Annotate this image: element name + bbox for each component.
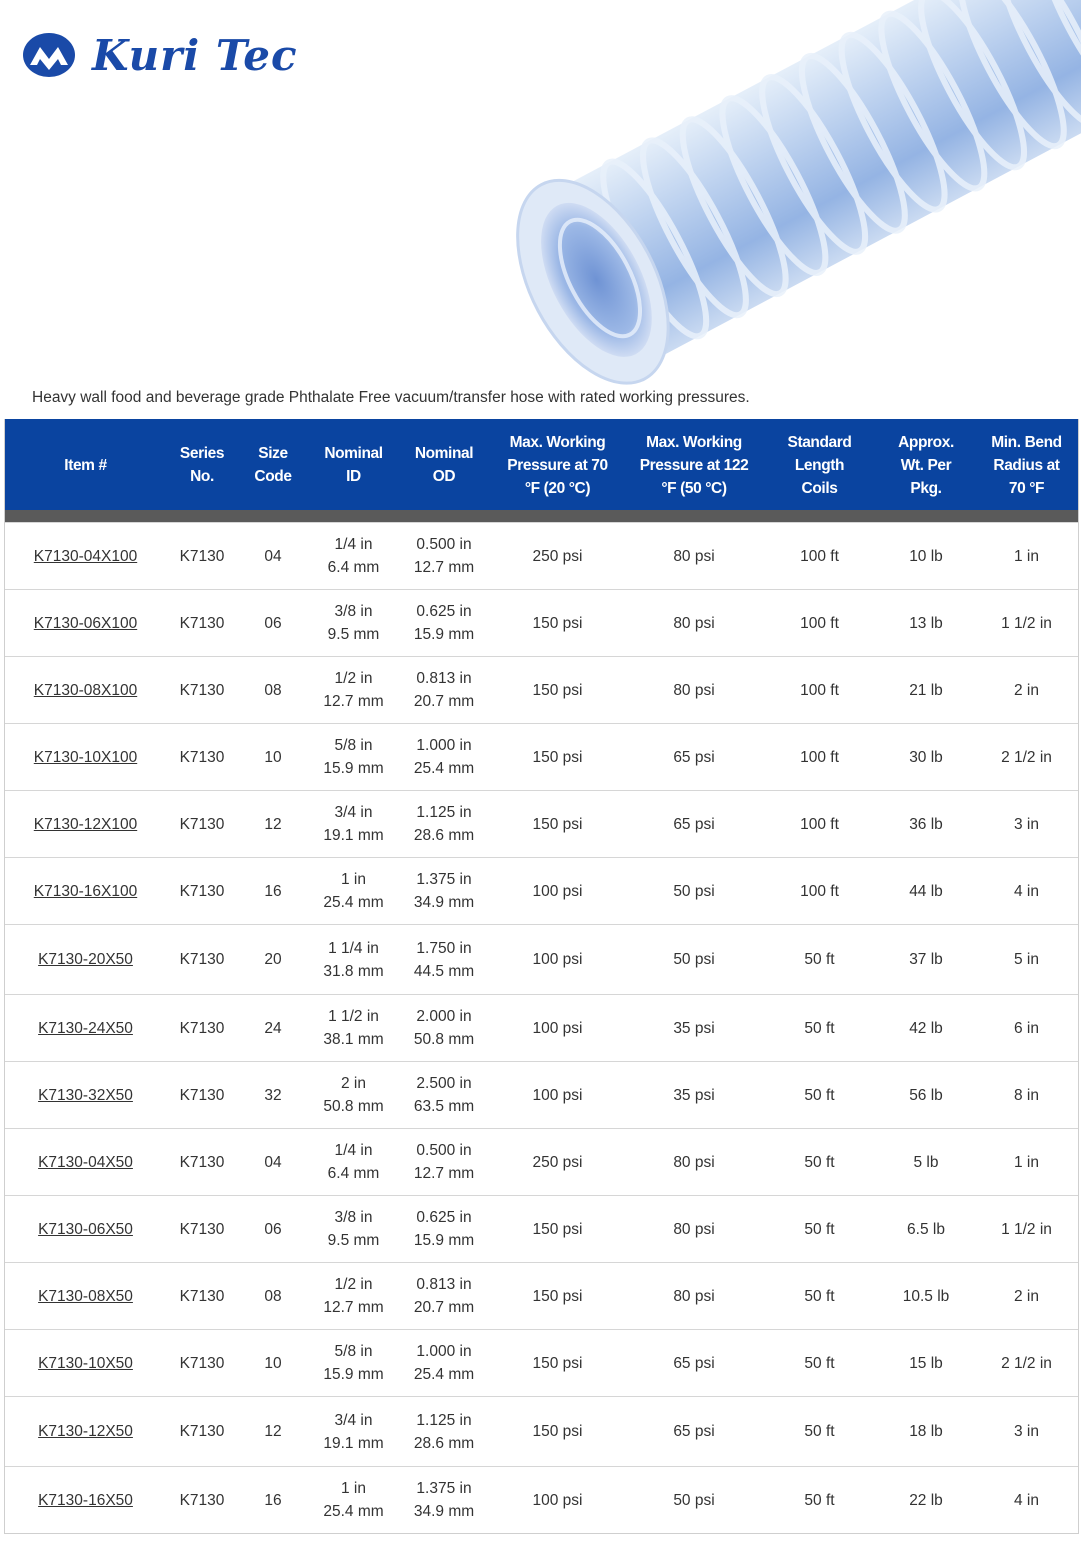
nominal-id-in: 1/4 in (334, 1142, 373, 1159)
cell-max-pressure-122: 50 psi (626, 925, 762, 995)
cell-nominal-od (399, 995, 489, 1062)
cell-approx-weight: 15 lb (877, 1330, 975, 1397)
table-row (5, 1129, 1078, 1196)
item-link[interactable]: K7130-20X50 (38, 951, 133, 968)
cell-min-bend-radius: 1 1/2 in (975, 1196, 1078, 1263)
cell-max-pressure-70: 150 psi (489, 724, 626, 791)
cell-max-pressure-122: 65 psi (626, 1330, 762, 1397)
table-row (5, 724, 1078, 791)
product-description: Heavy wall food and beverage grade Phthalate Free vacuum/transfer hose with rated working pressures. (32, 389, 750, 406)
cell-nominal-id (308, 1330, 399, 1397)
cell-min-bend-radius: 6 in (975, 995, 1078, 1062)
col-header-nominal-od[interactable]: Nominal OD (399, 420, 489, 511)
table-row (5, 523, 1078, 590)
cell-size: 12 (238, 1397, 308, 1467)
cell-max-pressure-70: 100 psi (489, 995, 626, 1062)
cell-size: 06 (238, 590, 308, 657)
nominal-od-in: 1.375 in (416, 1480, 472, 1497)
cell-max-pressure-122: 80 psi (626, 590, 762, 657)
nominal-od-in: 2.500 in (416, 1075, 472, 1092)
nominal-od-mm: 28.6 mm (413, 827, 475, 844)
cell-min-bend-radius: 3 in (975, 1397, 1078, 1467)
cell-approx-weight: 36 lb (877, 791, 975, 858)
nominal-id-in: 3/4 in (334, 804, 373, 821)
cell-max-pressure-70: 150 psi (489, 1196, 626, 1263)
col-header-series[interactable]: Series No. (166, 420, 238, 511)
nominal-od-in: 1.000 in (416, 737, 472, 754)
table-header-row (5, 420, 1078, 511)
cell-max-pressure-122: 65 psi (626, 724, 762, 791)
nominal-od-in: 1.125 in (416, 1411, 472, 1429)
item-link[interactable]: K7130-04X100 (33, 547, 138, 565)
nominal-od-in: 0.500 in (416, 536, 472, 553)
nominal-id-mm: 12.7 mm (323, 1299, 384, 1316)
col-header-item[interactable]: Item # (5, 420, 166, 511)
cell-max-pressure-122: 35 psi (626, 1062, 762, 1129)
nominal-id-mm: 50.8 mm (323, 1098, 384, 1115)
item-link[interactable]: K7130-32X50 (38, 1086, 133, 1104)
table-row (5, 1062, 1078, 1129)
cell-nominal-od (399, 1467, 489, 1534)
nominal-id-mm: 15.9 mm (323, 760, 384, 777)
cell-nominal-id (308, 724, 399, 791)
cell-item (5, 1330, 166, 1397)
nominal-od-mm: 28.6 mm (413, 1434, 475, 1452)
cell-item (5, 657, 166, 724)
cell-min-bend-radius: 2 1/2 in (975, 1330, 1078, 1397)
cell-size: 16 (238, 858, 308, 925)
cell-size: 32 (238, 1062, 308, 1129)
cell-item (5, 1397, 166, 1467)
cell-nominal-id (308, 1129, 399, 1196)
cell-series: K7130 (166, 1129, 238, 1196)
cell-series: K7130 (166, 590, 238, 657)
cell-nominal-id (308, 925, 399, 995)
nominal-id-in: 1 1/4 in (328, 939, 379, 957)
nominal-od-mm: 12.7 mm (413, 559, 475, 576)
cell-approx-weight: 44 lb (877, 858, 975, 925)
item-link[interactable]: K7130-24X50 (38, 1019, 133, 1037)
nominal-od-mm: 25.4 mm (413, 760, 475, 777)
nominal-id-in: 3/8 in (334, 1209, 373, 1226)
cell-approx-weight: 13 lb (877, 590, 975, 657)
cell-standard-length: 50 ft (762, 1397, 877, 1467)
nominal-id-mm: 6.4 mm (327, 559, 380, 576)
cell-min-bend-radius: 8 in (975, 1062, 1078, 1129)
cell-min-bend-radius: 4 in (1014, 1491, 1039, 1509)
cell-approx-weight: 10 lb (877, 523, 975, 590)
cell-item (5, 1062, 166, 1129)
cell-nominal-od (399, 1129, 489, 1196)
item-link[interactable]: K7130-16X100 (33, 882, 138, 900)
cell-nominal-id (308, 1467, 399, 1534)
cell-nominal-id (308, 1263, 399, 1330)
cell-standard-length: 100 ft (762, 523, 877, 590)
table-row (5, 858, 1078, 925)
cell-approx-weight: 30 lb (877, 724, 975, 791)
cell-series: K7130 (166, 791, 238, 858)
cell-approx-weight: 18 lb (877, 1397, 975, 1467)
cell-size: 10 (238, 1330, 308, 1397)
cell-approx-weight: 21 lb (877, 657, 975, 724)
nominal-id-mm: 15.9 mm (323, 1366, 384, 1383)
item-link[interactable]: K7130-16X50 (38, 1491, 133, 1509)
cell-item (5, 724, 166, 791)
cell-series: K7130 (166, 657, 238, 724)
nominal-od-mm: 20.7 mm (413, 1299, 475, 1316)
cell-item (5, 1467, 166, 1534)
cell-series: K7130 (166, 1330, 238, 1397)
item-link[interactable]: K7130-10X100 (33, 748, 138, 766)
nominal-od-mm: 12.7 mm (413, 1165, 475, 1182)
item-link[interactable]: K7130-08X100 (33, 681, 138, 699)
cell-nominal-id (308, 791, 399, 858)
table-row (5, 590, 1078, 657)
nominal-id-in: 1/2 in (334, 670, 373, 687)
cell-standard-length: 100 ft (762, 858, 877, 925)
nominal-id-in: 5/8 in (334, 1343, 373, 1360)
cell-min-bend-radius: 5 in (975, 925, 1078, 995)
nominal-od-mm: 63.5 mm (413, 1098, 475, 1115)
nominal-id-in: 2 in (341, 1075, 366, 1092)
cell-nominal-id (308, 1196, 399, 1263)
cell-nominal-od (399, 1330, 489, 1397)
cell-item (5, 791, 166, 858)
cell-nominal-id (308, 657, 399, 724)
nominal-id-mm: 19.1 mm (323, 827, 384, 844)
cell-max-pressure-70: 150 psi (489, 791, 626, 858)
cell-nominal-od (399, 925, 489, 995)
brand-header[interactable] (22, 30, 298, 80)
cell-item (5, 590, 166, 657)
nominal-od-mm: 44.5 mm (413, 962, 475, 980)
cell-max-pressure-70: 150 psi (489, 1330, 626, 1397)
cell-min-bend-radius: 4 in (975, 858, 1078, 925)
nominal-id-mm: 25.4 mm (323, 1503, 384, 1520)
cell-size: 12 (238, 791, 308, 858)
cell-standard-length: 50 ft (762, 1330, 877, 1397)
cell-max-pressure-70: 150 psi (489, 590, 626, 657)
table-row (5, 1467, 1078, 1534)
cell-item (5, 925, 166, 995)
cell-standard-length: 100 ft (762, 590, 877, 657)
nominal-od-mm: 34.9 mm (413, 894, 475, 911)
cell-standard-length: 100 ft (762, 724, 877, 791)
nominal-id-in: 1 in (341, 871, 366, 888)
col-header-size[interactable]: Size Code (238, 420, 308, 511)
cell-nominal-od (399, 657, 489, 724)
cell-min-bend-radius: 2 1/2 in (975, 724, 1078, 791)
cell-nominal-od (399, 858, 489, 925)
table-row (5, 925, 1078, 995)
cell-nominal-id (308, 858, 399, 925)
brand-name: Kuri Tec (92, 30, 298, 80)
cell-standard-length: 50 ft (762, 1129, 877, 1196)
cell-max-pressure-70: 250 psi (489, 523, 626, 590)
cell-max-pressure-70: 250 psi (489, 1129, 626, 1196)
nominal-id-in: 1/4 in (334, 536, 373, 553)
table-row (5, 1397, 1078, 1467)
cell-standard-length: 100 ft (762, 791, 877, 858)
nominal-od-mm: 15.9 mm (413, 626, 475, 643)
cell-standard-length: 50 ft (762, 925, 877, 995)
table-row (5, 1263, 1078, 1330)
nominal-od-in: 1.375 in (416, 871, 472, 888)
nominal-od-mm: 50.8 mm (413, 1031, 475, 1048)
cell-nominal-id (308, 523, 399, 590)
cell-size: 20 (238, 925, 308, 995)
cell-max-pressure-122: 80 psi (626, 657, 762, 724)
cell-standard-length: 50 ft (762, 1062, 877, 1129)
nominal-id-mm: 25.4 mm (323, 894, 384, 911)
nominal-od-in: 1.000 in (416, 1343, 472, 1360)
nominal-id-in: 5/8 in (334, 737, 373, 754)
col-header-min-bend-radius[interactable]: Min. Bend Radius at 70 °F (975, 420, 1078, 511)
cell-max-pressure-70: 150 psi (489, 1397, 626, 1467)
nominal-id-mm: 38.1 mm (323, 1031, 384, 1048)
header-divider (5, 510, 1078, 523)
nominal-od-in: 0.813 in (416, 1276, 472, 1293)
item-link[interactable]: K7130-06X50 (38, 1220, 133, 1238)
nominal-id-mm: 9.5 mm (327, 626, 380, 643)
item-link[interactable]: K7130-08X50 (38, 1287, 133, 1305)
nominal-od-in: 0.813 in (416, 670, 472, 687)
col-header-max-pressure-70[interactable]: Max. Working Pressure at 70 °F (20 °C) (489, 420, 626, 511)
col-header-standard-length[interactable]: Standard Length Coils (762, 420, 877, 511)
nominal-id-mm: 6.4 mm (327, 1165, 380, 1182)
cell-min-bend-radius: 1 1/2 in (975, 590, 1078, 657)
nominal-id-in: 3/4 in (334, 1411, 373, 1429)
cell-max-pressure-70: 150 psi (489, 1263, 626, 1330)
table-row (5, 791, 1078, 858)
col-header-approx-weight[interactable]: Approx. Wt. Per Pkg. (877, 420, 975, 511)
item-link[interactable]: K7130-12X50 (38, 1423, 133, 1440)
nominal-id-mm: 9.5 mm (327, 1232, 380, 1249)
cell-nominal-od (399, 590, 489, 657)
clear-spiral-hose-image (455, 0, 1081, 385)
cell-max-pressure-70: 150 psi (489, 657, 626, 724)
spec-table (4, 419, 1079, 1534)
table-row (5, 995, 1078, 1062)
cell-standard-length: 50 ft (762, 1196, 877, 1263)
cell-approx-weight: 10.5 lb (877, 1263, 975, 1330)
cell-max-pressure-70: 100 psi (532, 1491, 583, 1509)
cell-nominal-od (399, 1263, 489, 1330)
cell-series: K7130 (166, 724, 238, 791)
cell-approx-weight: 5 lb (877, 1129, 975, 1196)
cell-size: 08 (238, 1263, 308, 1330)
col-header-nominal-id[interactable]: Nominal ID (308, 420, 399, 511)
nominal-od-mm: 20.7 mm (413, 693, 475, 710)
cell-standard-length: 50 ft (762, 995, 877, 1062)
cell-max-pressure-122: 80 psi (626, 523, 762, 590)
cell-standard-length: 50 ft (762, 1263, 877, 1330)
cell-nominal-od (399, 724, 489, 791)
cell-item (5, 1129, 166, 1196)
item-link[interactable]: K7130-10X50 (38, 1354, 133, 1372)
cell-max-pressure-122: 80 psi (626, 1196, 762, 1263)
cell-size: 06 (238, 1196, 308, 1263)
cell-approx-weight: 22 lb (909, 1491, 943, 1509)
nominal-id-in: 1 1/2 in (328, 1008, 379, 1025)
cell-min-bend-radius: 2 in (975, 657, 1078, 724)
cell-nominal-id (308, 995, 399, 1062)
cell-nominal-od (399, 523, 489, 590)
cell-series: K7130 (179, 1491, 225, 1509)
nominal-id-in: 1/2 in (334, 1276, 373, 1293)
cell-approx-weight: 37 lb (877, 925, 975, 995)
cell-size: 04 (238, 1129, 308, 1196)
cell-nominal-od (399, 791, 489, 858)
cell-max-pressure-70: 100 psi (489, 925, 626, 995)
item-link[interactable]: K7130-06X100 (33, 614, 138, 632)
nominal-id-in: 3/8 in (334, 603, 373, 620)
kuri-tec-logo-icon (22, 32, 76, 78)
nominal-od-mm: 25.4 mm (413, 1366, 475, 1383)
cell-nominal-id (308, 590, 399, 657)
nominal-od-in: 0.500 in (416, 1142, 472, 1159)
cell-nominal-id (308, 1062, 399, 1129)
cell-standard-length: 50 ft (804, 1491, 835, 1509)
cell-size: 10 (238, 724, 308, 791)
cell-max-pressure-122: 80 psi (626, 1263, 762, 1330)
cell-nominal-id (308, 1397, 399, 1467)
cell-item (5, 1196, 166, 1263)
nominal-id-mm: 31.8 mm (323, 962, 384, 980)
cell-max-pressure-122: 50 psi (626, 858, 762, 925)
cell-max-pressure-122: 50 psi (673, 1491, 715, 1509)
nominal-id-in: 1 in (341, 1480, 366, 1497)
table-row (5, 657, 1078, 724)
item-link[interactable]: K7130-12X100 (33, 815, 138, 833)
cell-item (5, 858, 166, 925)
cell-series: K7130 (166, 1062, 238, 1129)
cell-max-pressure-70: 100 psi (489, 1062, 626, 1129)
table-row (5, 1330, 1078, 1397)
nominal-od-mm: 34.9 mm (413, 1503, 475, 1520)
nominal-od-in: 1.125 in (416, 804, 472, 821)
cell-series: K7130 (166, 1263, 238, 1330)
cell-nominal-od (399, 1397, 489, 1467)
cell-item (5, 523, 166, 590)
nominal-id-mm: 12.7 mm (323, 693, 384, 710)
cell-approx-weight: 56 lb (877, 1062, 975, 1129)
cell-item (5, 995, 166, 1062)
nominal-od-in: 0.625 in (416, 603, 472, 620)
cell-series: K7130 (166, 523, 238, 590)
item-link[interactable]: K7130-04X50 (38, 1153, 133, 1171)
nominal-od-in: 0.625 in (416, 1209, 472, 1226)
cell-approx-weight: 6.5 lb (877, 1196, 975, 1263)
nominal-id-mm: 19.1 mm (323, 1434, 384, 1452)
cell-size: 08 (238, 657, 308, 724)
cell-max-pressure-70: 100 psi (489, 858, 626, 925)
nominal-od-in: 1.750 in (416, 939, 472, 957)
table-row (5, 1196, 1078, 1263)
cell-series: K7130 (166, 1397, 238, 1467)
cell-min-bend-radius: 1 in (975, 523, 1078, 590)
cell-min-bend-radius: 1 in (975, 1129, 1078, 1196)
cell-max-pressure-122: 80 psi (626, 1129, 762, 1196)
cell-series: K7130 (166, 925, 238, 995)
nominal-od-mm: 15.9 mm (413, 1232, 475, 1249)
cell-max-pressure-122: 65 psi (626, 791, 762, 858)
cell-max-pressure-122: 35 psi (626, 995, 762, 1062)
cell-approx-weight: 42 lb (877, 995, 975, 1062)
cell-size: 24 (238, 995, 308, 1062)
cell-standard-length: 100 ft (762, 657, 877, 724)
cell-min-bend-radius: 3 in (975, 791, 1078, 858)
cell-series: K7130 (166, 1196, 238, 1263)
cell-series: K7130 (166, 858, 238, 925)
cell-nominal-od (399, 1196, 489, 1263)
cell-nominal-od (399, 1062, 489, 1129)
cell-item (5, 1263, 166, 1330)
cell-size: 04 (238, 523, 308, 590)
nominal-od-in: 2.000 in (416, 1008, 472, 1025)
col-header-max-pressure-122[interactable]: Max. Working Pressure at 122 °F (50 °C) (626, 420, 762, 511)
cell-size: 16 (264, 1491, 282, 1509)
cell-series: K7130 (166, 995, 238, 1062)
cell-max-pressure-122: 65 psi (626, 1397, 762, 1467)
cell-min-bend-radius: 2 in (975, 1263, 1078, 1330)
